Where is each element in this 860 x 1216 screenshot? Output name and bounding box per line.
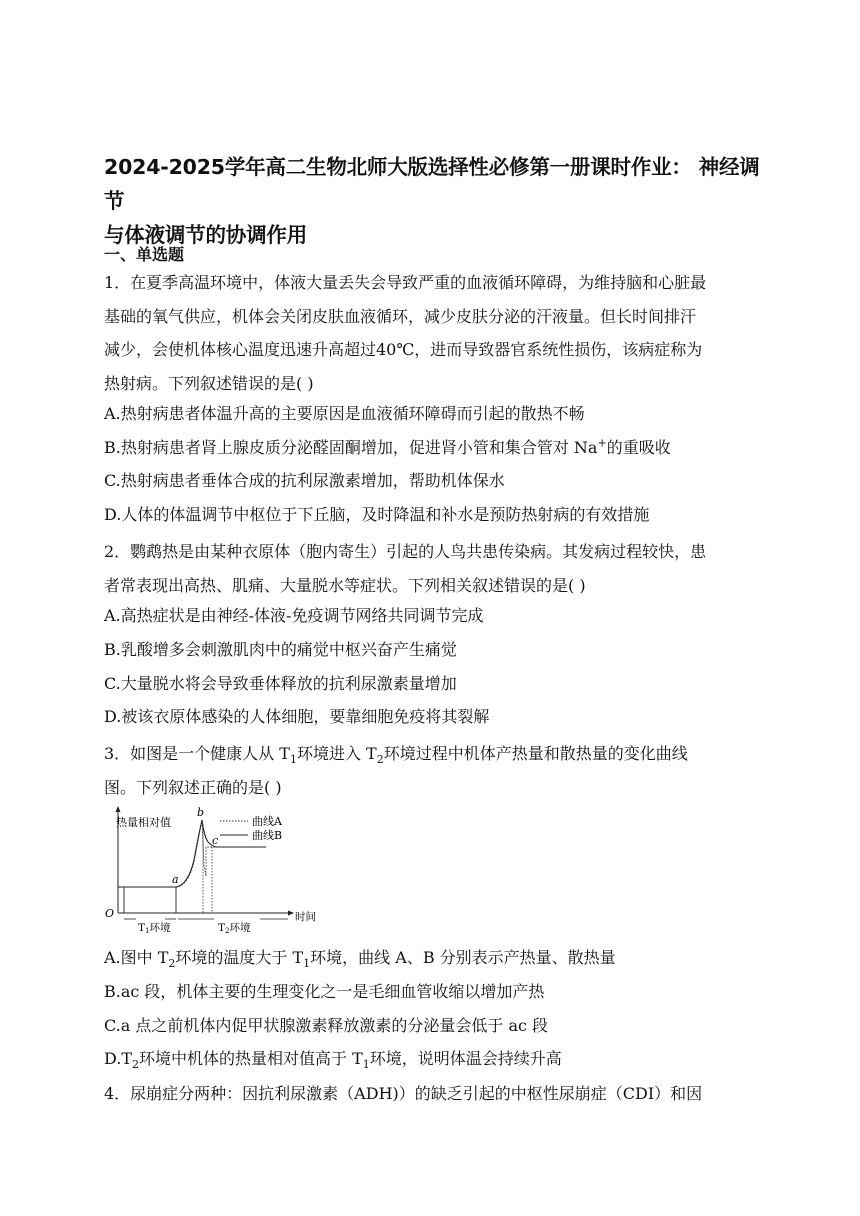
question-3-option-c: C.a 点之前机体内促甲状腺激素释放激素的分泌量会低于 ac 段 [104,1016,549,1035]
question-3-line-1: 3．如图是一个健康人从 $T_1$环境进入 $T_2$环境过程中机体产热量和散热量的变化曲线 [104,744,688,767]
legend-b-label: 曲线B [252,829,283,842]
x-axis-arrow [288,911,294,916]
question-2-line: 2．鹦鹉热是由某种衣原体（胞内寄生）引起的人鸟共患传染病。其发病过程较快，患 [104,542,707,561]
question-1-line: 1．在夏季高温环境中，体液大量丢失会导致严重的血液循环障碍，为维持脑和心脏最 [104,273,707,292]
heat-curve-figure [102,800,322,940]
t2-env-label: T2环境 [218,922,251,935]
option-b-text: B.热射病患者肾上腺皮质分泌醛固酮增加，促进肾小管和集合管对 Na [104,438,598,457]
question-2-line: 者常表现出高热、肌痛、大量脱水等症状。下列相关叙述错误的是( ) [104,575,586,595]
question-3-option-a: A.图中 $T_2$环境的温度大于 $T_1$环境，曲线 A、B 分别表示产热量、散热量 [104,948,616,971]
legend-a-label: 曲线A [252,815,282,828]
question-2-option-b: B.乳酸增多会刺激肌肉中的痛觉中枢兴奋产生痛觉 [104,640,457,659]
document-title [104,150,764,252]
sodium-superscript: + [597,436,607,450]
y-axis-arrow [116,806,121,812]
question-3-stem [104,737,764,804]
question-1-stem [104,266,764,400]
question-2-option-a: A.高热症状是由神经-体液-免疫调节网络共同调节完成 [104,606,484,625]
question-1-option-c: C.热射病患者垂体合成的抗利尿激素增加，帮助机体保水 [104,471,505,490]
question-1-option-d: D.人体的体温调节中枢位于下丘脑，及时降温和补水是预防热射病的有效措施 [104,505,650,524]
question-1-line: 基础的氧气供应，机体会关闭皮肤血液循环，减少皮肤分泌的汗液量。但长时间排汗 [104,306,697,326]
question-2-stem [104,535,764,602]
heat-curve-svg [102,800,322,940]
section-heading: 一、单选题 [104,245,185,264]
question-1-option-a: A.热射病患者体温升高的主要原因是血液循环障碍而引起的散热不畅 [104,404,585,423]
x-axis-label: 时间 [295,911,316,923]
question-1-line: 热射病。下列叙述错误的是( ) [104,373,314,393]
question-1-option-b [104,433,671,463]
question-2-option-c: C.大量脱水将会导致垂体释放的抗利尿激素量增加 [104,674,457,693]
point-a-label: a [172,873,179,886]
point-b-label: b [197,806,205,819]
title-line-2: 与体液调节的协调作用 [104,223,307,247]
question-3-option-b: B.ac 段，机体主要的生理变化之一是毛细血管收缩以增加产热 [104,982,545,1001]
question-3-line-2: 图。下列叙述正确的是( ) [104,777,282,797]
point-c-label: c [212,834,219,847]
question-4-stem: 4．尿崩症分两种：因抗利尿激素（ADH)）的缺乏引起的中枢性尿崩症（CDI）和因 [104,1084,703,1103]
option-b-text-end: 的重吸收 [606,438,671,457]
y-axis-label: 热量相对值 [116,816,171,829]
t1-env-label: T1环境 [138,922,171,935]
question-2-option-d: D.被该衣原体感染的人体细胞，要靠细胞免疫将其裂解 [104,707,490,726]
origin-label: O [105,907,115,920]
title-line-1: 2024-2025学年高二生物北师大版选择性必修第一册课时作业： 神经调节 [104,155,760,213]
question-3-option-d: $D.T_2$环境中机体的热量相对值高于 $T_1$环境，说明体温会持续升高 [104,1049,562,1072]
question-1-line: 减少，会使机体核心温度迅速升高超过40℃，进而导致器官系统性损伤，该病症称为 [104,340,703,359]
